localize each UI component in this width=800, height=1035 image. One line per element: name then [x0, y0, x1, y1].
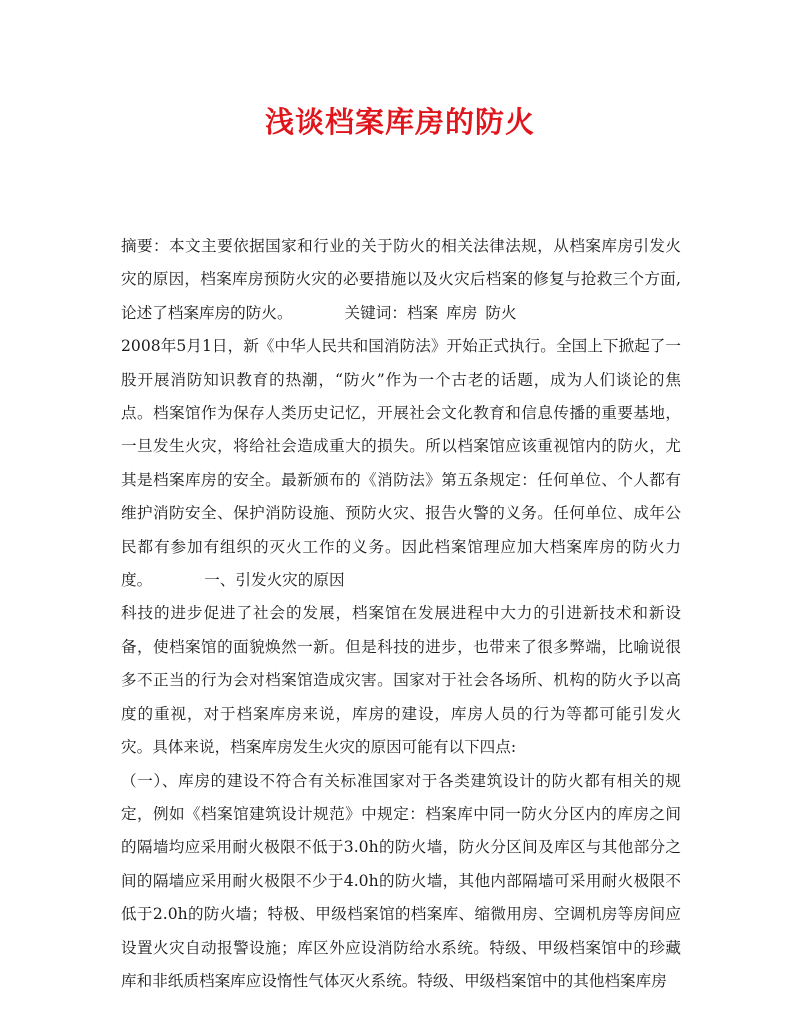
document-title: 浅谈档案库房的防火: [264, 105, 535, 139]
document-body: [121, 230, 681, 998]
keyword-item: 防火: [485, 303, 517, 322]
body-paragraph-3: （一）、库房的建设不符合有关标准国家对于各类建筑设计的防火都有相关的规定，例如《档案馆建筑设计规范》中规定：档案库中同一防火分区内的库房之间的隔墙均应采用耐火极限不低于3.0h的防火墙，防火分区间及库区与其他部分之间的隔墙应采用耐火极限不少于4.0h的防火墙，其他内部隔墙可采用耐火极限不低于2.0h的防火墙；特极、甲级档案馆的档案库、缩微用房、空调机房等房间应设置火灾自动报警设施；库区外应设消防给水系统。特级、甲级档案馆中的珍藏库和非纸质档案库应设惰性气体灭火系统。特级、甲级档案馆中的其他档案库房: [121, 771, 681, 990]
paragraph-text: 2008年5月1日，新《中华人民共和国消防法》开始正式执行。全国上下掀起了一股开展消防知识教育的热潮，“防火”作为一个古老的话题，成为人们谈论的焦点。档案馆作为保存人类历史记忆，开展社会文化教育和信息传播的重要基地，一旦发生火灾，将给社会造成重大的损失。所以档案馆应该重视馆内的防火，尤其是档案库房的安全。最新颁布的《消防法》第五条规定：任何单位、个人都有维护消防安全、保护消防设施、预防火灾、报告火警的义务。任何单位、成年公民都有参加有组织的灭火工作的义务。因此档案馆理应加大档案库房的防火力度。: [121, 337, 681, 590]
abstract-paragraph: [121, 230, 681, 330]
keyword-item: 库房: [446, 303, 478, 322]
body-paragraph-1: [121, 330, 681, 597]
keywords-label: 关键词：: [344, 303, 407, 322]
abstract-text: 摘要：本文主要依据国家和行业的关于防火的相关法律法规，从档案库房引发火灾的原因，档案库房预防火灾的必要措施以及火灾后档案的修复与抢救三个方面,论述了档案库房的防火。: [121, 237, 681, 322]
keyword-item: 档案: [406, 303, 439, 322]
section-heading: 一、引发火灾的原因: [204, 571, 345, 590]
body-paragraph-2: 科技的进步促进了社会的发展，档案馆在发展进程中大力的引进新技术和新设备，使档案馆的面貌焕然一新。但是科技的进步，也带来了很多弊端，比喻说很多不正当的行为会对档案馆造成灾害。国家对于社会各场所、机构的防火予以高度的重视，对于档案库房来说，库房的建设，库房人员的行为等都可能引发火灾。具体来说，档案库房发生火灾的原因可能有以下四点:: [121, 604, 681, 757]
